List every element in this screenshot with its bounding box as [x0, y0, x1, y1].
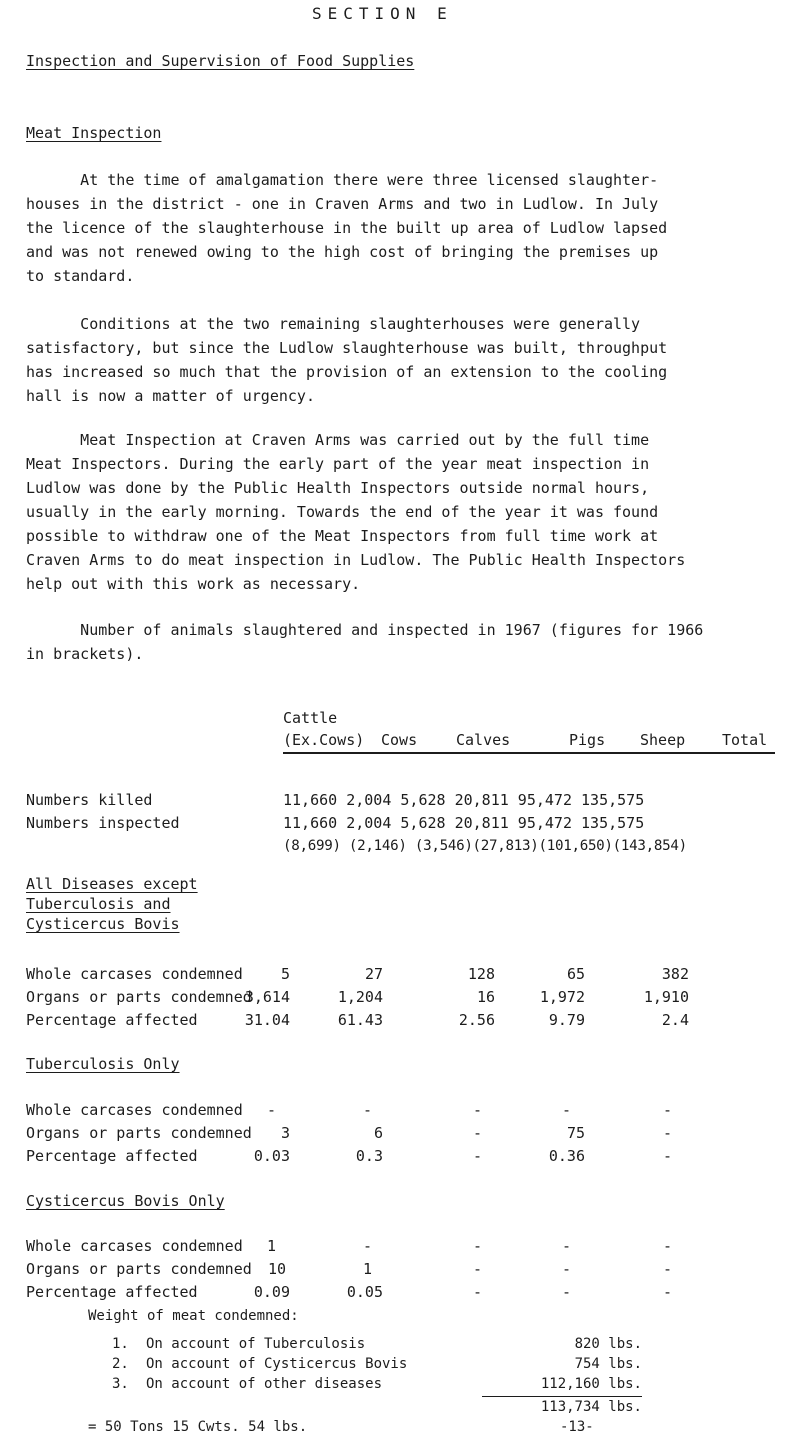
g3-row1-pigs: - [561, 1237, 571, 1255]
weight-item-3-num: 3. [112, 1376, 129, 1392]
section-title: SECTION E [312, 4, 453, 23]
header-calves: Calves [456, 731, 511, 749]
g1-row1-pigs: 65 [566, 965, 585, 983]
g1-row1-sheep: 382 [661, 965, 689, 983]
g3-row1-sheep: - [662, 1237, 672, 1255]
header-ex-cows: (Ex.Cows) [283, 731, 365, 749]
g1-row2-pigs: 1,972 [539, 988, 585, 1006]
group-title-all-diseases-2: Tuberculosis and [26, 895, 171, 913]
g1-row2-cows: 1,204 [337, 988, 383, 1006]
g1-row2-sheep: 1,910 [643, 988, 689, 1006]
group-title-all-diseases-3: Cysticercus Bovis [26, 915, 180, 933]
g2-row3-sheep: - [662, 1147, 672, 1165]
g2-row1-pigs: - [561, 1101, 571, 1119]
g1-row3-cows: 61.43 [337, 1011, 383, 1029]
weight-item-2-label: On account of Cysticercus Bovis [146, 1356, 408, 1372]
weight-item-1-label: On account of Tuberculosis [146, 1336, 366, 1352]
g2-row2-sheep: - [662, 1124, 672, 1142]
g3-row3-label: Percentage affected [26, 1283, 198, 1301]
weight-item-2-value: 754 lbs. [574, 1356, 642, 1372]
g2-row3-cattle: 0.03 [253, 1147, 290, 1165]
g2-row2-cows: 6 [373, 1124, 383, 1142]
g2-row2-label: Organs or parts condemned [26, 1124, 252, 1142]
g2-row2-cattle: 3 [280, 1124, 290, 1142]
g3-row3-pigs: - [561, 1283, 571, 1301]
g1-row2-cattle: 3,614 [244, 988, 290, 1006]
page-number: -13- [560, 1419, 594, 1435]
paragraph-conditions: Conditions at the two remaining slaughterhouses were generally satisfactory, but since the Ludlow slaughterhouse was built, throughput has increased so much that the provision of an extension to the cooling hall is now a matter of urgency. [26, 315, 668, 405]
g2-row1-cattle: - [266, 1101, 276, 1119]
g1-row3-calves: 2.56 [458, 1011, 495, 1029]
header-sheep: Sheep [640, 731, 686, 749]
weight-item-2-num: 2. [112, 1356, 129, 1372]
header-rule [283, 752, 775, 754]
g1-row1-calves: 128 [467, 965, 495, 983]
header-cattle: Cattle [283, 709, 338, 727]
row-values-killed: 11,660 2,004 5,628 20,811 95,472 135,575 [283, 791, 645, 809]
g3-row2-sheep: - [662, 1260, 672, 1278]
g2-row3-label: Percentage affected [26, 1147, 198, 1165]
weight-item-1-value: 820 lbs. [574, 1336, 642, 1352]
g1-row3-cattle: 31.04 [244, 1011, 290, 1029]
g2-row1-calves: - [472, 1101, 482, 1119]
g3-row1-calves: - [472, 1237, 482, 1255]
g1-row1-cows: 27 [364, 965, 383, 983]
g1-row1-label: Whole carcases condemned [26, 965, 243, 983]
row-label-killed: Numbers killed [26, 791, 153, 809]
row-values-inspected: 11,660 2,004 5,628 20,811 95,472 135,575 [283, 814, 645, 832]
subheading: Meat Inspection [26, 124, 162, 142]
g1-row3-label: Percentage affected [26, 1011, 198, 1029]
g3-row3-calves: - [472, 1283, 482, 1301]
weight-equivalent: = 50 Tons 15 Cwts. 54 lbs. [88, 1419, 308, 1435]
g1-row2-calves: 16 [476, 988, 495, 1006]
g3-row2-calves: - [472, 1260, 482, 1278]
group-title-tuberculosis: Tuberculosis Only [26, 1055, 180, 1073]
g2-row1-cows: - [362, 1101, 372, 1119]
row-label-inspected: Numbers inspected [26, 814, 180, 832]
header-total: Total [722, 731, 768, 749]
group-title-all-diseases-1: All Diseases except [26, 875, 198, 893]
g1-row2-label: Organs or parts condemned [26, 988, 252, 1006]
g2-row3-pigs: 0.36 [548, 1147, 585, 1165]
g3-row3-cows: 0.05 [346, 1283, 383, 1301]
g2-row3-cows: 0.3 [355, 1147, 383, 1165]
g3-row2-label: Organs or parts condemned [26, 1260, 252, 1278]
g2-row2-calves: - [472, 1124, 482, 1142]
weight-item-3-value: 112,160 lbs. [540, 1376, 642, 1392]
paragraph-amalgamation: At the time of amalgamation there were three licensed slaughter- houses in the district - one in Craven Arms and two in Ludlow. In July the licence of the slaughterhouse in the built up area of Ludlow lapsed and was not renewed owing to the high cost of bringing the premises up to standard. [26, 171, 668, 285]
total-rule-top [482, 1396, 642, 1397]
g3-row3-cattle: 0.09 [253, 1283, 290, 1301]
g1-row3-sheep: 2.4 [661, 1011, 689, 1029]
g2-row2-pigs: 75 [566, 1124, 585, 1142]
g3-row1-label: Whole carcases condemned [26, 1237, 243, 1255]
g2-row1-sheep: - [662, 1101, 672, 1119]
weight-item-1-num: 1. [112, 1336, 129, 1352]
weight-total: 113,734 lbs. [540, 1399, 642, 1415]
g3-row2-cows: 1 [362, 1260, 372, 1278]
g1-row3-pigs: 9.79 [548, 1011, 585, 1029]
header-pigs: Pigs [569, 731, 606, 749]
g2-row1-label: Whole carcases condemned [26, 1101, 243, 1119]
g3-row2-pigs: - [561, 1260, 571, 1278]
g1-row1-cattle: 5 [280, 965, 290, 983]
g2-row3-calves: - [472, 1147, 482, 1165]
header-cows: Cows [381, 731, 418, 749]
g3-row1-cattle: 1 [266, 1237, 276, 1255]
paragraph-table-intro: Number of animals slaughtered and inspected in 1967 (figures for 1966 in brackets). [26, 621, 704, 663]
group-title-cysticercus: Cysticercus Bovis Only [26, 1192, 225, 1210]
g3-row2-cattle: 10 [267, 1260, 286, 1278]
weight-heading: Weight of meat condemned: [88, 1308, 299, 1324]
paragraph-inspectors: Meat Inspection at Craven Arms was carried out by the full time Meat Inspectors. During the early part of the year meat inspection in Ludlow was done by the Public Health Inspectors outside normal hours, usually in the early morning. Towards the end of the year it was found possible to withdraw one of the Meat Inspectors from full time work at Craven Arms to do meat inspection in Ludlow. The Public Health Inspectors help out with this work as necessary. [26, 431, 686, 593]
page-heading: Inspection and Supervision of Food Supplies [26, 52, 415, 70]
g3-row1-cows: - [362, 1237, 372, 1255]
weight-item-3-label: On account of other diseases [146, 1376, 383, 1392]
g3-row3-sheep: - [662, 1283, 672, 1301]
row-values-1966: (8,699) (2,146) (3,546)(27,813)(101,650)(143,854) [283, 838, 687, 854]
